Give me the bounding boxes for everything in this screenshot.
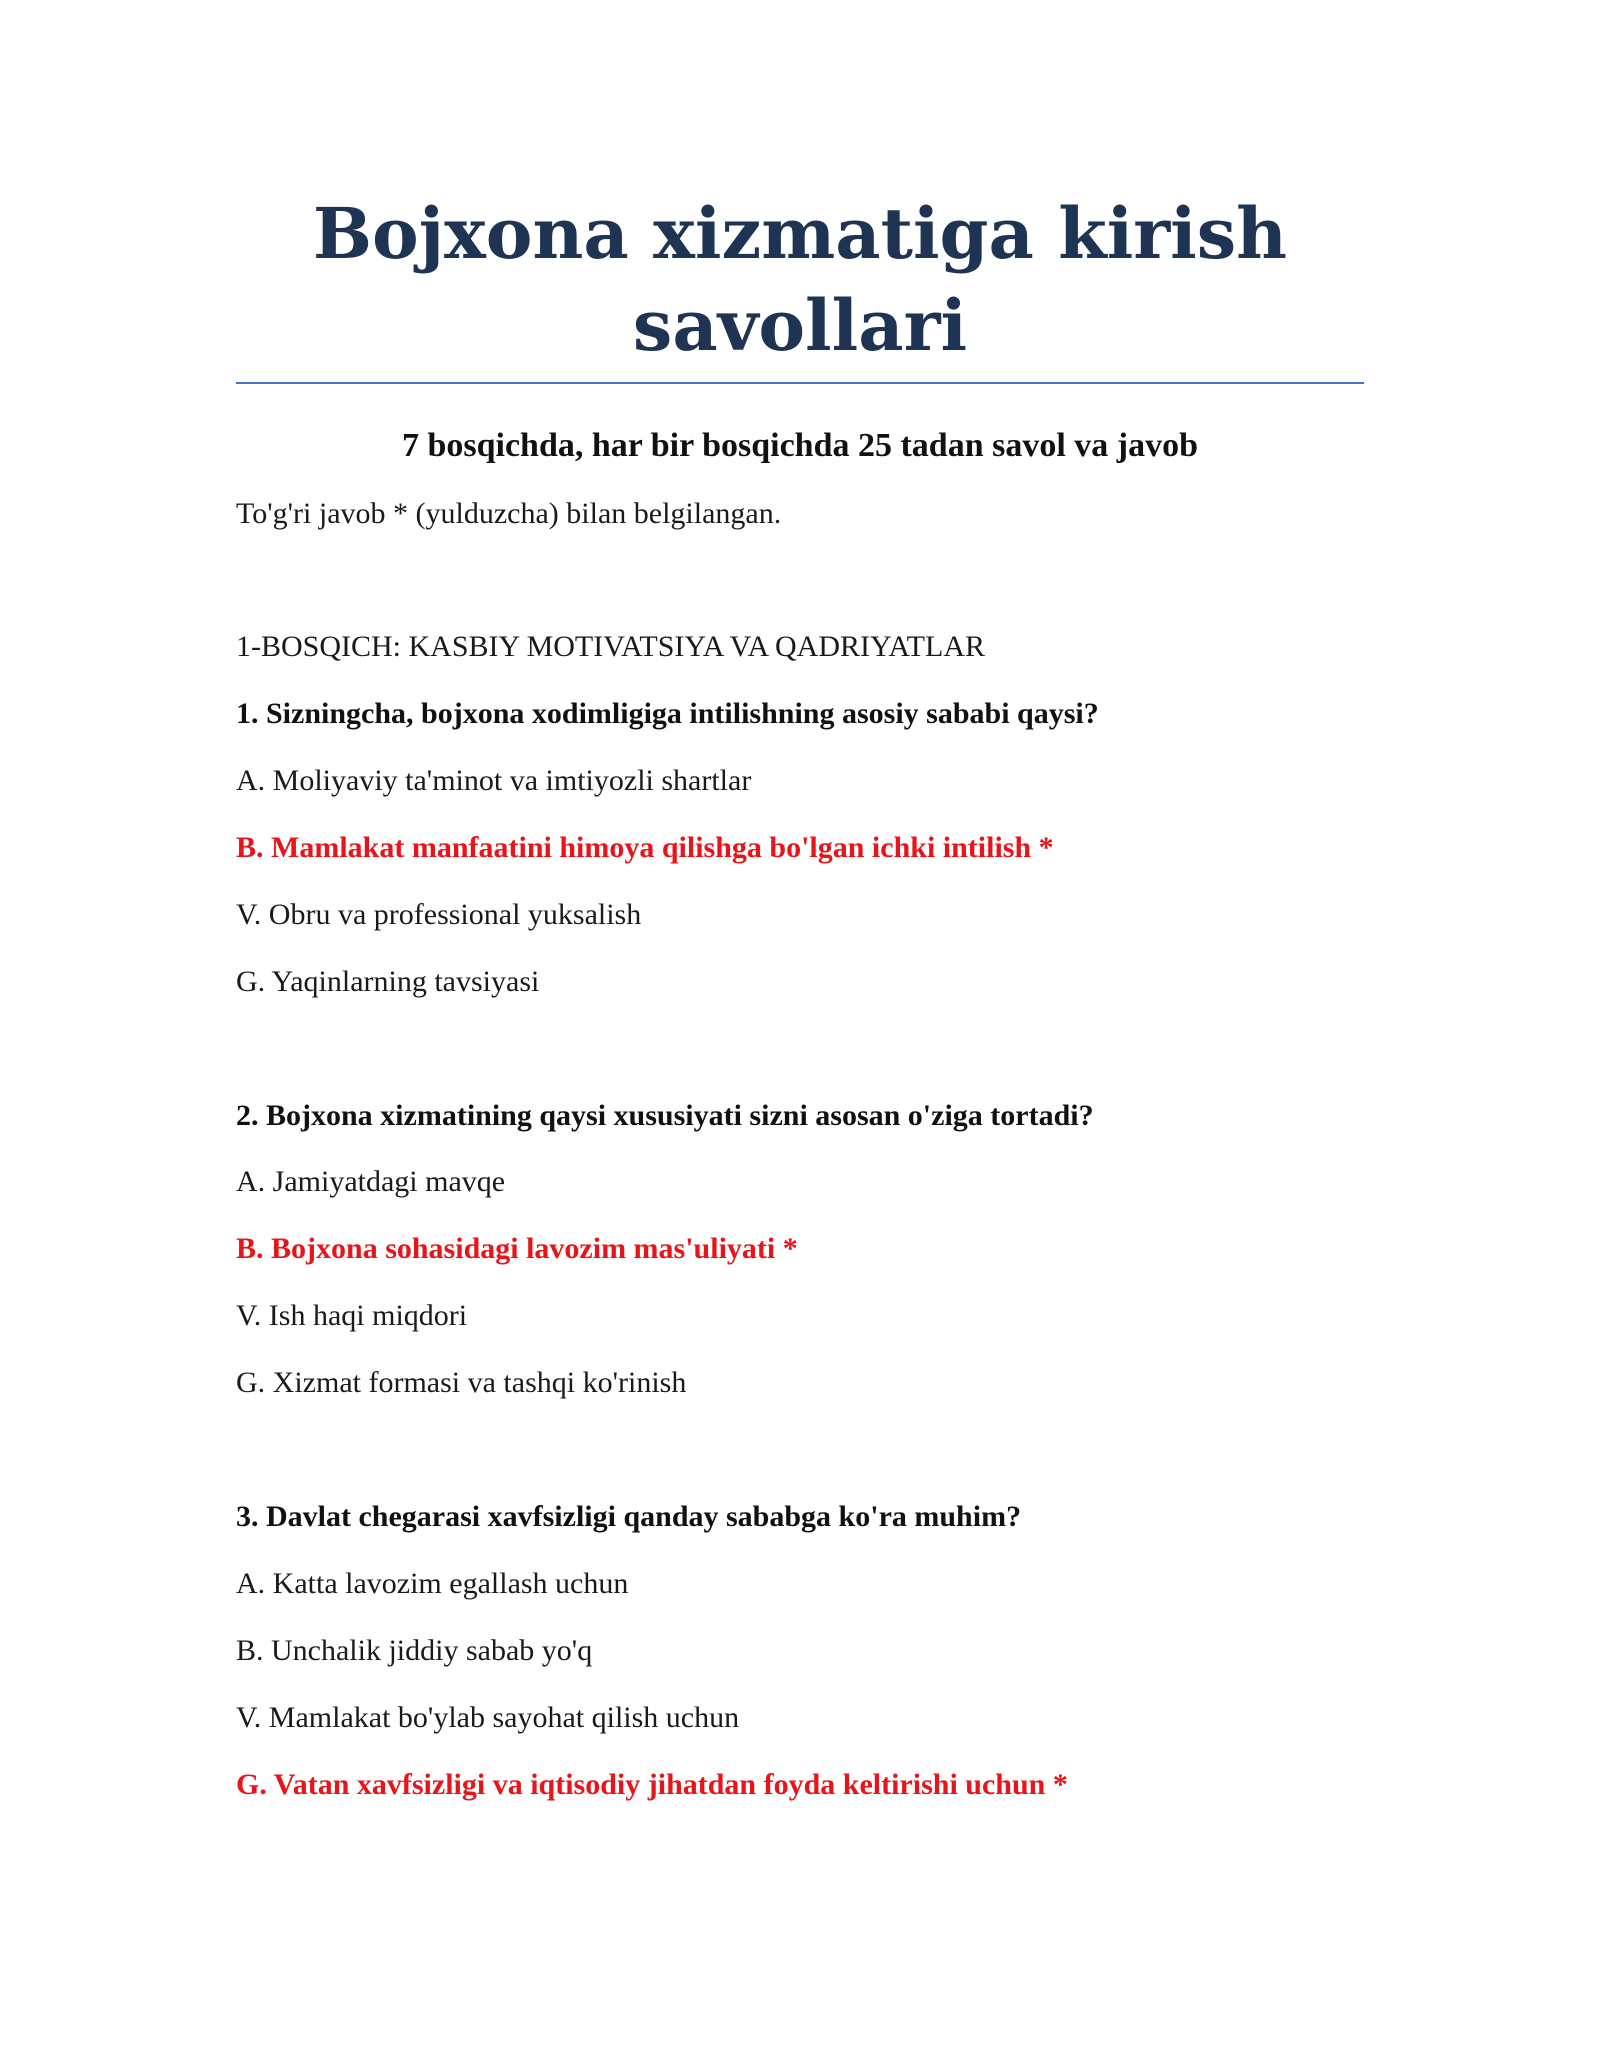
document-subtitle: 7 bosqichda, har bir bosqichda 25 tadan savol va javob [401,427,1199,464]
title-divider [236,382,1364,384]
section-heading: 1-BOSQICH: KASBIY MOTIVATSIYA VA QADRIYATLAR [236,630,985,663]
question-2-option-b-correct: B. Bojxona sohasidagi lavozim mas'uliyati * [236,1232,798,1265]
document-title [236,188,1364,372]
question-1-option-g: G. Yaqinlarning tavsiyasi [236,965,540,998]
question-3-option-a: A. Katta lavozim egallash uchun [236,1567,629,1600]
question-3-option-b: B. Unchalik jiddiy sabab yo'q [236,1634,593,1667]
question-1-option-a: A. Moliyaviy ta'minot va imtiyozli shartlar [236,764,752,797]
question-2-option-a: A. Jamiyatdagi mavqe [236,1165,506,1198]
title-line-1: Bojxona xizmatiga kirish [312,192,1288,275]
question-2: 2. Bojxona xizmatining qaysi xususiyati sizni asosan o'ziga tortadi? [236,1099,1094,1132]
question-3-option-g-correct: G. Vatan xavfsizligi va iqtisodiy jihatdan foyda keltirishi uchun * [236,1768,1068,1801]
answer-key-note: To'g'ri javob * (yulduzcha) bilan belgilangan. [236,497,782,530]
question-1-option-v: V. Obru va professional yuksalish [236,898,642,931]
question-1: 1. Sizningcha, bojxona xodimligiga intilishning asosiy sababi qaysi? [236,697,1099,730]
question-3-option-v: V. Mamlakat bo'ylab sayohat qilish uchun [236,1701,740,1734]
question-2-option-v: V. Ish haqi miqdori [236,1299,468,1332]
question-1-option-b-correct: B. Mamlakat manfaatini himoya qilishga bo'lgan ichki intilish * [236,831,1054,864]
question-2-option-g: G. Xizmat formasi va tashqi ko'rinish [236,1366,687,1399]
title-line-2: savollari [632,284,968,367]
question-3: 3. Davlat chegarasi xavfsizligi qanday sababga ko'ra muhim? [236,1500,1022,1533]
